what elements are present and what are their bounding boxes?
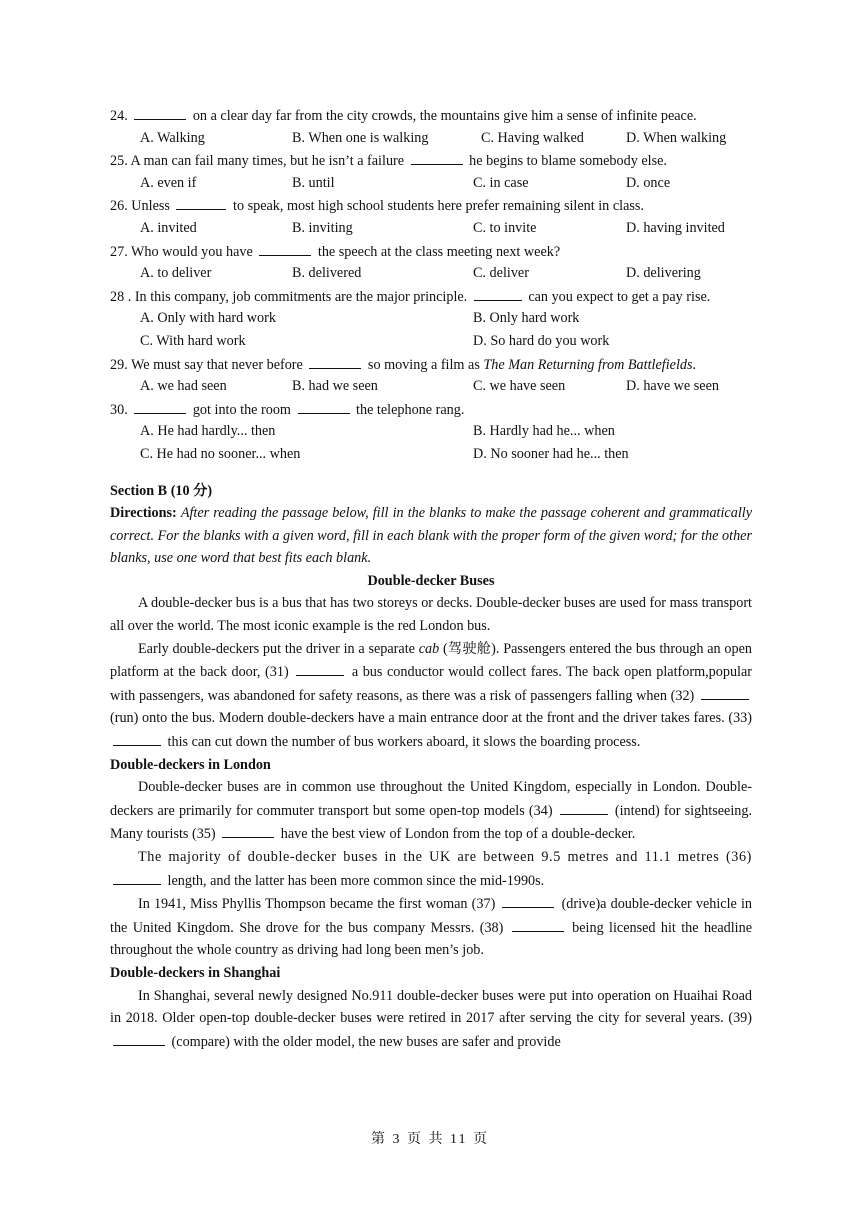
text: Early double-deckers put the driver in a separate	[138, 640, 419, 657]
answer-blank[interactable]	[474, 285, 522, 301]
paragraph-5	[110, 892, 752, 962]
paragraph-2	[110, 638, 752, 754]
option-c[interactable]: C. in case	[473, 174, 529, 191]
option-a[interactable]: A. to deliver	[140, 265, 212, 282]
option-c[interactable]: C. Having walked	[481, 129, 584, 146]
subheading-london: Double-deckers in London	[110, 756, 271, 773]
blank-36[interactable]	[113, 869, 161, 885]
question-text: to speak, most high school students here prefer remaining silent in class.	[229, 198, 644, 215]
option-d[interactable]: D. When walking	[626, 129, 727, 146]
option-a[interactable]: A. even if	[140, 174, 197, 191]
answer-blank[interactable]	[134, 104, 186, 120]
question-27	[110, 240, 752, 263]
section-title: Section B (10 分)	[110, 482, 213, 499]
paragraph-1: A double-decker bus is a bus that has two storeys or decks. Double-decker buses are used for mass transport all over the world. The most iconic example is the red London bus.	[110, 595, 752, 635]
blank-39[interactable]	[113, 1030, 165, 1046]
question-text: Who would you have	[127, 243, 257, 260]
text: this can cut down the number of bus workers aboard, it slows the boarding process.	[164, 734, 641, 751]
question-number: 30.	[110, 401, 128, 418]
option-a[interactable]: A. invited	[140, 219, 197, 236]
subheading-shanghai: Double-deckers in Shanghai	[110, 964, 281, 981]
question-text: can you expect to get a pay rise.	[524, 288, 711, 305]
option-b[interactable]: B. When one is walking	[292, 129, 429, 146]
options-28-row2	[110, 330, 752, 353]
text: The majority of double-decker buses in the UK are between 9.5 metres and 11.1 metres (36)	[138, 849, 752, 865]
options-28-row1	[110, 307, 752, 330]
question-24	[110, 104, 752, 127]
text: being licensed hit the headline throughout the whole country as driving had long been men’s job.	[110, 919, 753, 959]
blank-37[interactable]	[502, 892, 554, 908]
answer-blank[interactable]	[176, 194, 226, 210]
blank-32[interactable]	[701, 684, 749, 700]
text: Double-decker buses are in common use throughout the United Kingdom, especially in London. Double-deckers are primarily for commuter transport but some open-top models (34)	[110, 779, 752, 819]
question-text: got into the room	[189, 401, 295, 418]
option-c[interactable]: C. we have seen	[473, 378, 566, 395]
text: In 1941, Miss Phyllis Thompson became the first woman (37)	[138, 896, 500, 913]
question-number: 25.	[110, 153, 128, 170]
option-b[interactable]: B. delivered	[292, 265, 362, 282]
option-d[interactable]: D. delivering	[626, 265, 701, 282]
text: In Shanghai, several newly designed No.911 double-decker buses were put into operation on Huaihai Road in 2018. Older open-top double-decker buses were retired in 2017 after serving the city for several years. (39)	[110, 987, 752, 1027]
option-b[interactable]: B. until	[292, 174, 335, 191]
question-number: 26.	[110, 198, 128, 215]
option-b[interactable]: B. had we seen	[292, 378, 378, 395]
options-25	[110, 172, 752, 195]
option-c[interactable]: C. He had no sooner... when	[140, 445, 301, 462]
question-text: .	[692, 356, 697, 373]
question-text: Unless	[127, 198, 174, 215]
question-text: the speech at the class meeting next week?	[314, 243, 561, 260]
options-24	[110, 127, 752, 150]
option-a[interactable]: A. Walking	[140, 129, 205, 146]
option-d[interactable]: D. having invited	[626, 219, 725, 236]
directions	[110, 502, 752, 570]
question-text: he begins to blame somebody else.	[465, 153, 667, 170]
question-30	[110, 398, 752, 421]
paragraph-6	[110, 985, 752, 1054]
text: length, and the latter has been more common since the mid-1990s.	[164, 872, 545, 889]
option-d[interactable]: D. once	[626, 174, 671, 191]
answer-blank[interactable]	[134, 398, 186, 414]
blank-35[interactable]	[222, 822, 274, 838]
options-26	[110, 217, 752, 240]
option-d[interactable]: D. have we seen	[626, 378, 719, 395]
question-text: In this company, job commitments are the major principle.	[131, 288, 471, 305]
option-a[interactable]: A. we had seen	[140, 378, 227, 395]
option-b[interactable]: B. Only hard work	[473, 310, 580, 327]
blank-34[interactable]	[560, 799, 608, 815]
question-text: on a clear day far from the city crowds, the mountains give him a sense of infinite peace.	[189, 108, 697, 124]
question-26	[110, 194, 752, 217]
question-number: 24.	[110, 108, 128, 124]
question-29	[110, 353, 752, 376]
italic-term: cab	[418, 640, 440, 657]
option-b[interactable]: B. Hardly had he... when	[473, 423, 615, 440]
option-c[interactable]: C. With hard work	[140, 332, 246, 349]
text: (drive)a double-decker vehicle in the United Kingdom. She drove for the bus company Messrs. (38)	[110, 896, 753, 936]
option-a[interactable]: A. Only with hard work	[140, 310, 276, 327]
option-b[interactable]: B. inviting	[292, 219, 353, 236]
options-30-row2	[110, 443, 752, 466]
text: (intend) for sightseeing. Many tourists (35)	[110, 802, 753, 843]
options-27	[110, 262, 752, 285]
answer-blank[interactable]	[411, 149, 463, 165]
answer-blank[interactable]	[298, 398, 350, 414]
text: a bus conductor would collect fares. The back open platform,popular with passengers, was abandoned for safety reasons, as there was a risk of passengers falling when (32)	[110, 664, 753, 704]
paragraph-3	[110, 776, 752, 846]
answer-blank[interactable]	[259, 240, 311, 256]
question-text: the telephone rang.	[352, 401, 465, 418]
blank-38[interactable]	[512, 916, 564, 932]
option-c[interactable]: C. deliver	[473, 265, 529, 282]
option-d[interactable]: D. So hard do you work	[473, 332, 610, 349]
question-text: so moving a film as	[364, 356, 484, 373]
question-number: 29.	[110, 356, 128, 373]
film-title: The Man Returning from Battlefields	[483, 356, 693, 373]
option-a[interactable]: A. He had hardly... then	[140, 423, 276, 440]
options-29	[110, 375, 752, 398]
page-footer: 第 3 页 共 11 页	[371, 1132, 489, 1147]
text: (run) onto the bus. Modern double-deckers have a main entrance door at the front and the driver takes fares. (33)	[110, 710, 752, 727]
page-content	[110, 104, 752, 1053]
text: have the best view of London from the top of a double-decker.	[277, 826, 636, 843]
blank-31[interactable]	[296, 660, 344, 676]
question-25	[110, 149, 752, 172]
question-28	[110, 285, 752, 308]
paragraph-4	[110, 846, 752, 892]
options-30-row1	[110, 420, 752, 443]
option-d[interactable]: D. No sooner had he... then	[473, 445, 629, 462]
option-c[interactable]: C. to invite	[473, 219, 537, 236]
directions-text: After reading the passage below, fill in the blanks to make the passage coherent and grammatically correct. For the blanks with a given word, fill in each blank with the proper form of the given word; for the other blanks, use one word that best fits each blank.	[110, 505, 753, 567]
text: (驾驶舱). Passengers entered the bus through an open platform at the back door, (31)	[110, 640, 752, 681]
text: (compare) with the older model, the new buses are safer and provide	[168, 1033, 561, 1050]
question-number: 27.	[110, 243, 128, 260]
question-text: We must say that never before	[127, 356, 307, 373]
passage-title: Double-decker Buses	[367, 572, 495, 589]
answer-blank[interactable]	[309, 353, 361, 369]
blank-33[interactable]	[113, 730, 161, 746]
question-number: 28 .	[110, 288, 132, 305]
directions-label: Directions:	[110, 505, 177, 522]
question-text: A man can fail many times, but he isn’t a failure	[127, 153, 408, 170]
